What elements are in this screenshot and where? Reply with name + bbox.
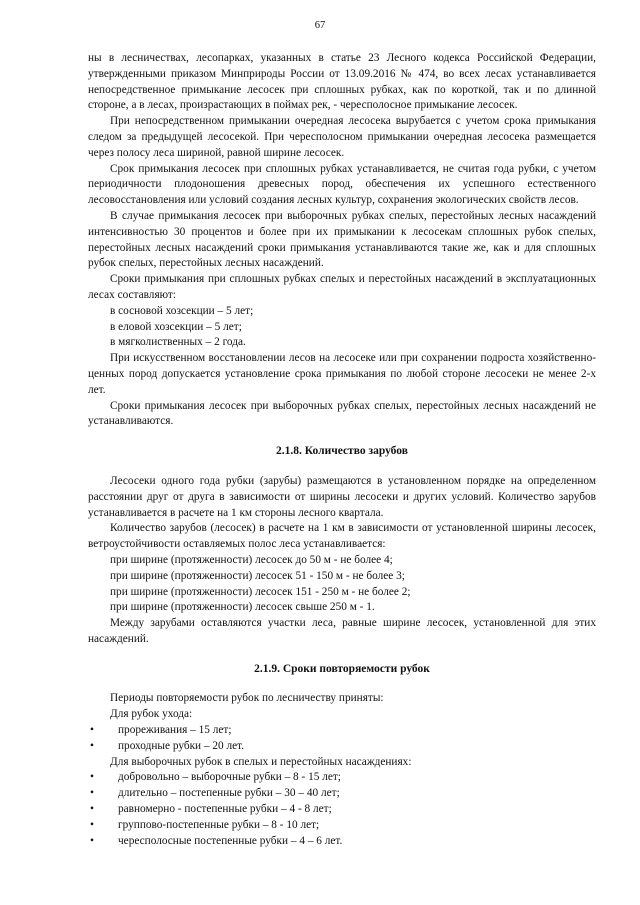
paragraph-5: Сроки примыкания при сплошных рубках спелых и перестойных насаждений в эксплуатационных лесах составляют: xyxy=(88,273,596,301)
term-item: в мягколиственных – 2 года. xyxy=(110,336,246,349)
paragraph-9: Количество зарубов (лесосек) в расчете на 1 км в зависимости от установленной ширины лесосек, ветроустойчивости оставляемых полос леса устанавливается: xyxy=(88,522,596,551)
paragraph-3: Срок примыкания лесосек при сплошных рубках устанавливается, не считая года рубки, с учетом периодичности плодоношения древесных пород, обеспечения их успешного естественного лесовосстановления или условий создания лесных культур, сохранения экологических свойств лесов. xyxy=(88,162,596,207)
paragraph-6: При искусственном восстановлении лесов на лесосеке или при сохранении подроста хозяйственно-ценных пород допускается установление срока примыкания по любой стороне лесосеки не менее 2-х лет. xyxy=(88,352,596,396)
bullet-icon: • xyxy=(90,787,94,800)
list-item: • добровольно – выборочные рубки – 8 - 15 лет; xyxy=(88,770,596,786)
bullet-icon: • xyxy=(90,739,94,752)
term-item: в еловой хозсекции – 5 лет; xyxy=(110,320,242,333)
paragraph-4: В случае примыкания лесосек при выборочных рубках спелых, перестойных лесных насаждений интенсивностью 30 процентов и более при их примыкании к лесосекам сплошных рубок спелых, перестойных лесных насаждений сроки примыкания устанавливаются такие же, как и для сплошных рубок спелых, перестойных лесных насаждений. xyxy=(88,209,596,270)
paragraph-10: Между зарубами оставляются участки леса, равные ширине лесосек, установленной для этих насаждений. xyxy=(88,617,596,645)
care-list xyxy=(88,723,596,755)
width-item: при ширине (протяженности) лесосек 51 - 150 м - не более 3; xyxy=(110,569,405,582)
list-item: • группово-постепенные рубки – 8 - 10 лет; xyxy=(88,818,596,834)
list-item: • проходные рубки – 20 лет. xyxy=(88,739,596,755)
bullet-icon: • xyxy=(90,771,94,784)
list-item: • длительно – постепенные рубки – 30 – 40 лет; xyxy=(88,786,596,802)
paragraph-1: ны в лесничествах, лесопарках, указанных в статье 23 Лесного кодекса Российской Федерации, утвержденными приказом Минприроды России от 13.09.2016 № 474, во всех лесах устанавливается непосредственное примыкание лесосек при сплошных рубках, как по короткой, так и по длинной стороне, а в лесах, произрастающих в поймах рек, - чересполосное примыкание лесосек. xyxy=(88,52,596,112)
width-item: при ширине (протяженности) лесосек до 50 м - не более 4; xyxy=(110,553,393,566)
width-item: при ширине (протяженности) лесосек свыше 250 м - 1. xyxy=(110,601,375,614)
bullet-icon: • xyxy=(90,803,94,816)
width-item: при ширине (протяженности) лесосек 151 - 250 м - не более 2; xyxy=(110,585,411,598)
selective-list xyxy=(88,770,596,849)
paragraph-2: При непосредственном примыкании очередная лесосека вырубается с учетом срока примыкания следом за предыдущей лесосекой. При чересполосном примыкании очередная лесосека размещается через полосу леса шириной, равной ширине лесосек. xyxy=(88,115,596,159)
list-item: • равномерно - постепенные рубки – 4 - 8 лет; xyxy=(88,802,596,818)
care-label: Для рубок ухода: xyxy=(110,708,193,721)
term-item: в сосновой хозсекции – 5 лет; xyxy=(110,304,254,317)
section-heading-2-1-8: 2.1.8. Количество зарубов xyxy=(276,445,408,458)
bullet-icon: • xyxy=(90,818,94,831)
document-body xyxy=(88,51,596,849)
paragraph-11: Периоды повторяемости рубок по лесничеству приняты: xyxy=(110,692,384,705)
bullet-icon: • xyxy=(90,724,94,737)
list-item: • прореживания – 15 лет; xyxy=(88,723,596,739)
bullet-icon: • xyxy=(90,834,94,847)
selective-label: Для выборочных рубок в спелых и перестойных насаждениях: xyxy=(110,755,412,768)
section-heading-2-1-9: 2.1.9. Сроки повторяемости рубок xyxy=(254,662,430,675)
paragraph-8: Лесосеки одного года рубки (зарубы) размещаются в установленном порядке на определенном расстоянии друг от друга в зависимости от ширины лесосеки и других условий. Количество зарубов устанавливается в расчете на 1 км стороны лесного квартала. xyxy=(88,474,596,519)
page-number: 67 xyxy=(314,20,326,31)
paragraph-7: Сроки примыкания лесосек при выборочных рубках спелых, перестойных лесных насаждений не устанавливаются. xyxy=(88,399,596,428)
list-item: • чересполосные постепенные рубки – 4 – 6 лет. xyxy=(88,834,596,850)
